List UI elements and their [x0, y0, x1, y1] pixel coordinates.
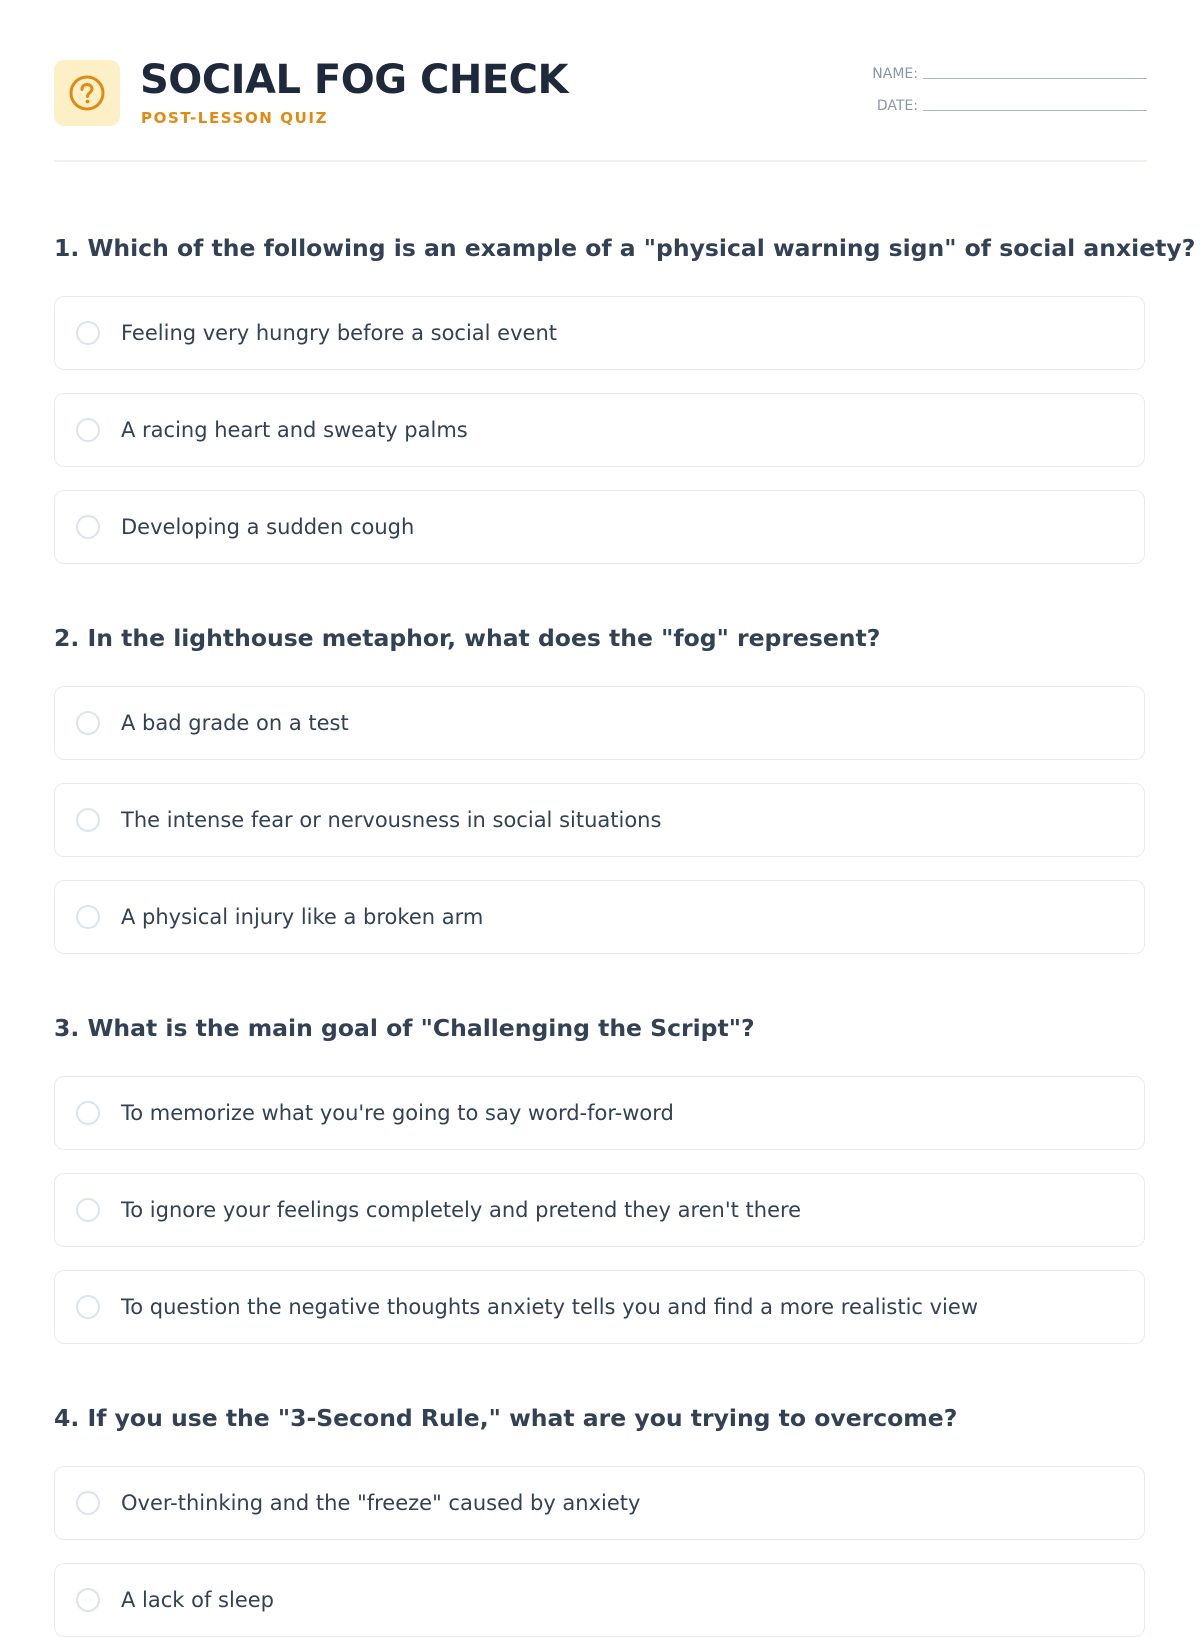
option-label: To memorize what you're going to say word-for-word	[121, 1101, 674, 1125]
radio-button[interactable]	[76, 1101, 100, 1125]
question-4-option-1[interactable]	[54, 1466, 1145, 1540]
question-3-title: 3. What is the main goal of "Challenging the Script"?	[54, 1014, 755, 1042]
question-3-option-1[interactable]	[54, 1076, 1145, 1150]
option-label: The intense fear or nervousness in social situations	[121, 808, 662, 832]
question-2-title: 2. In the lighthouse metaphor, what does the "fog" represent?	[54, 624, 881, 652]
page-title: SOCIAL FOG CHECK	[140, 57, 569, 103]
question-3-option-3[interactable]	[54, 1270, 1145, 1344]
radio-button[interactable]	[76, 808, 100, 832]
radio-button[interactable]	[76, 321, 100, 345]
question-4-title: 4. If you use the "3-Second Rule," what are you trying to overcome?	[54, 1404, 958, 1432]
option-label: To ignore your feelings completely and pretend they aren't there	[121, 1198, 802, 1222]
option-label: A racing heart and sweaty palms	[121, 418, 468, 442]
radio-button[interactable]	[76, 905, 100, 929]
question-1-option-3[interactable]	[54, 490, 1145, 564]
radio-button[interactable]	[76, 1295, 100, 1319]
question-4-option-2[interactable]	[54, 1563, 1145, 1637]
question-3-option-2[interactable]	[54, 1173, 1145, 1247]
question-1-option-1[interactable]	[54, 296, 1145, 370]
question-2-option-3[interactable]	[54, 880, 1145, 954]
name-field[interactable]	[872, 66, 1147, 82]
question-1-title: 1. Which of the following is an example of a "physical warning sign" of social anxiety?	[54, 234, 1196, 262]
radio-button[interactable]	[76, 418, 100, 442]
name-line[interactable]	[923, 78, 1147, 79]
radio-button[interactable]	[76, 1491, 100, 1515]
question-1-option-2[interactable]	[54, 393, 1145, 467]
option-label: A bad grade on a test	[121, 711, 349, 735]
question-circle-icon	[68, 74, 106, 112]
option-label: A physical injury like a broken arm	[121, 905, 484, 929]
page-subtitle: POST-LESSON QUIZ	[141, 109, 329, 127]
name-label: NAME:	[872, 66, 918, 82]
radio-button[interactable]	[76, 711, 100, 735]
radio-button[interactable]	[76, 1198, 100, 1222]
quiz-page	[54, 0, 1196, 1612]
logo-badge	[54, 60, 120, 126]
date-line[interactable]	[923, 110, 1147, 111]
date-label: DATE:	[876, 98, 918, 114]
quiz-header	[54, 0, 1147, 162]
question-2-option-2[interactable]	[54, 783, 1145, 857]
date-field[interactable]	[877, 98, 1147, 114]
option-label: To question the negative thoughts anxiety tells you and find a more realistic view	[121, 1295, 978, 1319]
option-label: A lack of sleep	[121, 1588, 274, 1612]
option-label: Over-thinking and the "freeze" caused by anxiety	[121, 1491, 641, 1515]
option-label: Developing a sudden cough	[121, 515, 415, 539]
option-label: Feeling very hungry before a social event	[121, 321, 557, 345]
radio-button[interactable]	[76, 515, 100, 539]
radio-button[interactable]	[76, 1588, 100, 1612]
question-2-option-1[interactable]	[54, 686, 1145, 760]
